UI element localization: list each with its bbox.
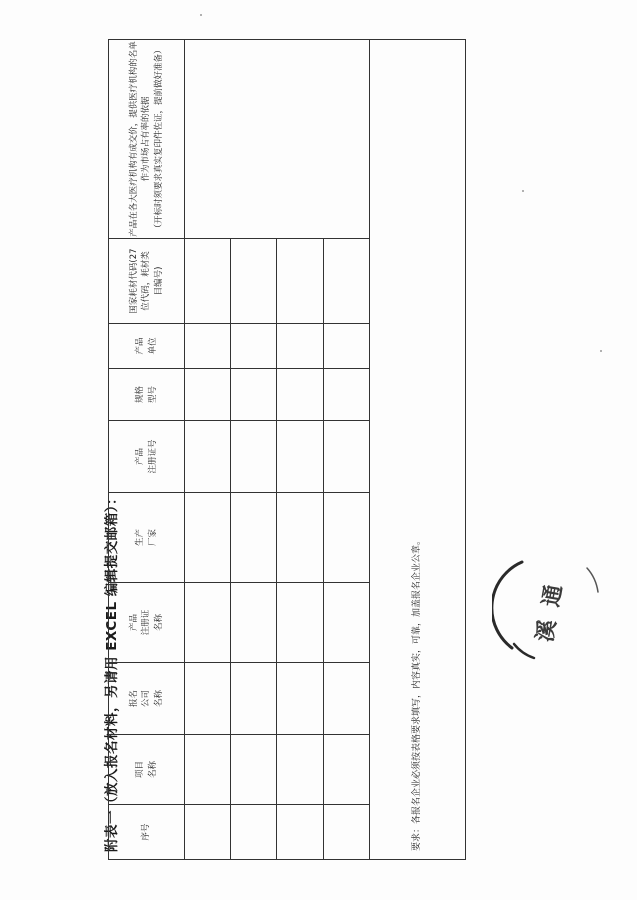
- rotated-form-sheet: [100, 40, 590, 860]
- requirement-note: 要求：各报名企业必须按表格要求填写，内容真实，可靠，加盖报名企业公章。: [369, 40, 465, 860]
- header-cell-hospital-list: 产品在各大医疗机构有成交价，提供医疗机构的名单 作为市场占有率的依据 （开标时须要求真实复印件佐证，提前做好准备）: [109, 40, 185, 239]
- scan-speck: [522, 190, 524, 192]
- scan-speck: [600, 350, 602, 352]
- header-cell-national-code: 国家耗材代码(27 位代码，耗材类 目编号): [109, 239, 185, 324]
- scan-speck: [200, 14, 202, 16]
- table-header-row: [109, 40, 185, 860]
- requirement-row: [369, 40, 465, 860]
- header-cell-company-name: 报名 公司 名称: [109, 663, 185, 735]
- seal-text: 溪 通: [531, 579, 568, 644]
- header-cell-project-name: 项目 名称: [109, 735, 185, 805]
- header-cell-unit: 产品 单位: [109, 324, 185, 369]
- registration-table: [108, 39, 466, 860]
- header-cell-index: 序号: [109, 805, 185, 860]
- hospital-list-cell: [185, 40, 370, 239]
- header-cell-registration-number: 产品 注册证号: [109, 421, 185, 493]
- header-cell-spec-model: 规格 型号: [109, 369, 185, 421]
- company-seal-stamp: [492, 548, 612, 668]
- table-row: [185, 40, 231, 860]
- header-cell-manufacturer: 生产 厂家: [109, 493, 185, 583]
- header-cell-registration-name: 产品 注册证 名称: [109, 583, 185, 663]
- document-title: 附表一（放入报名材料，另请用 EXCEL 编辑提交邮箱）：: [104, 490, 120, 852]
